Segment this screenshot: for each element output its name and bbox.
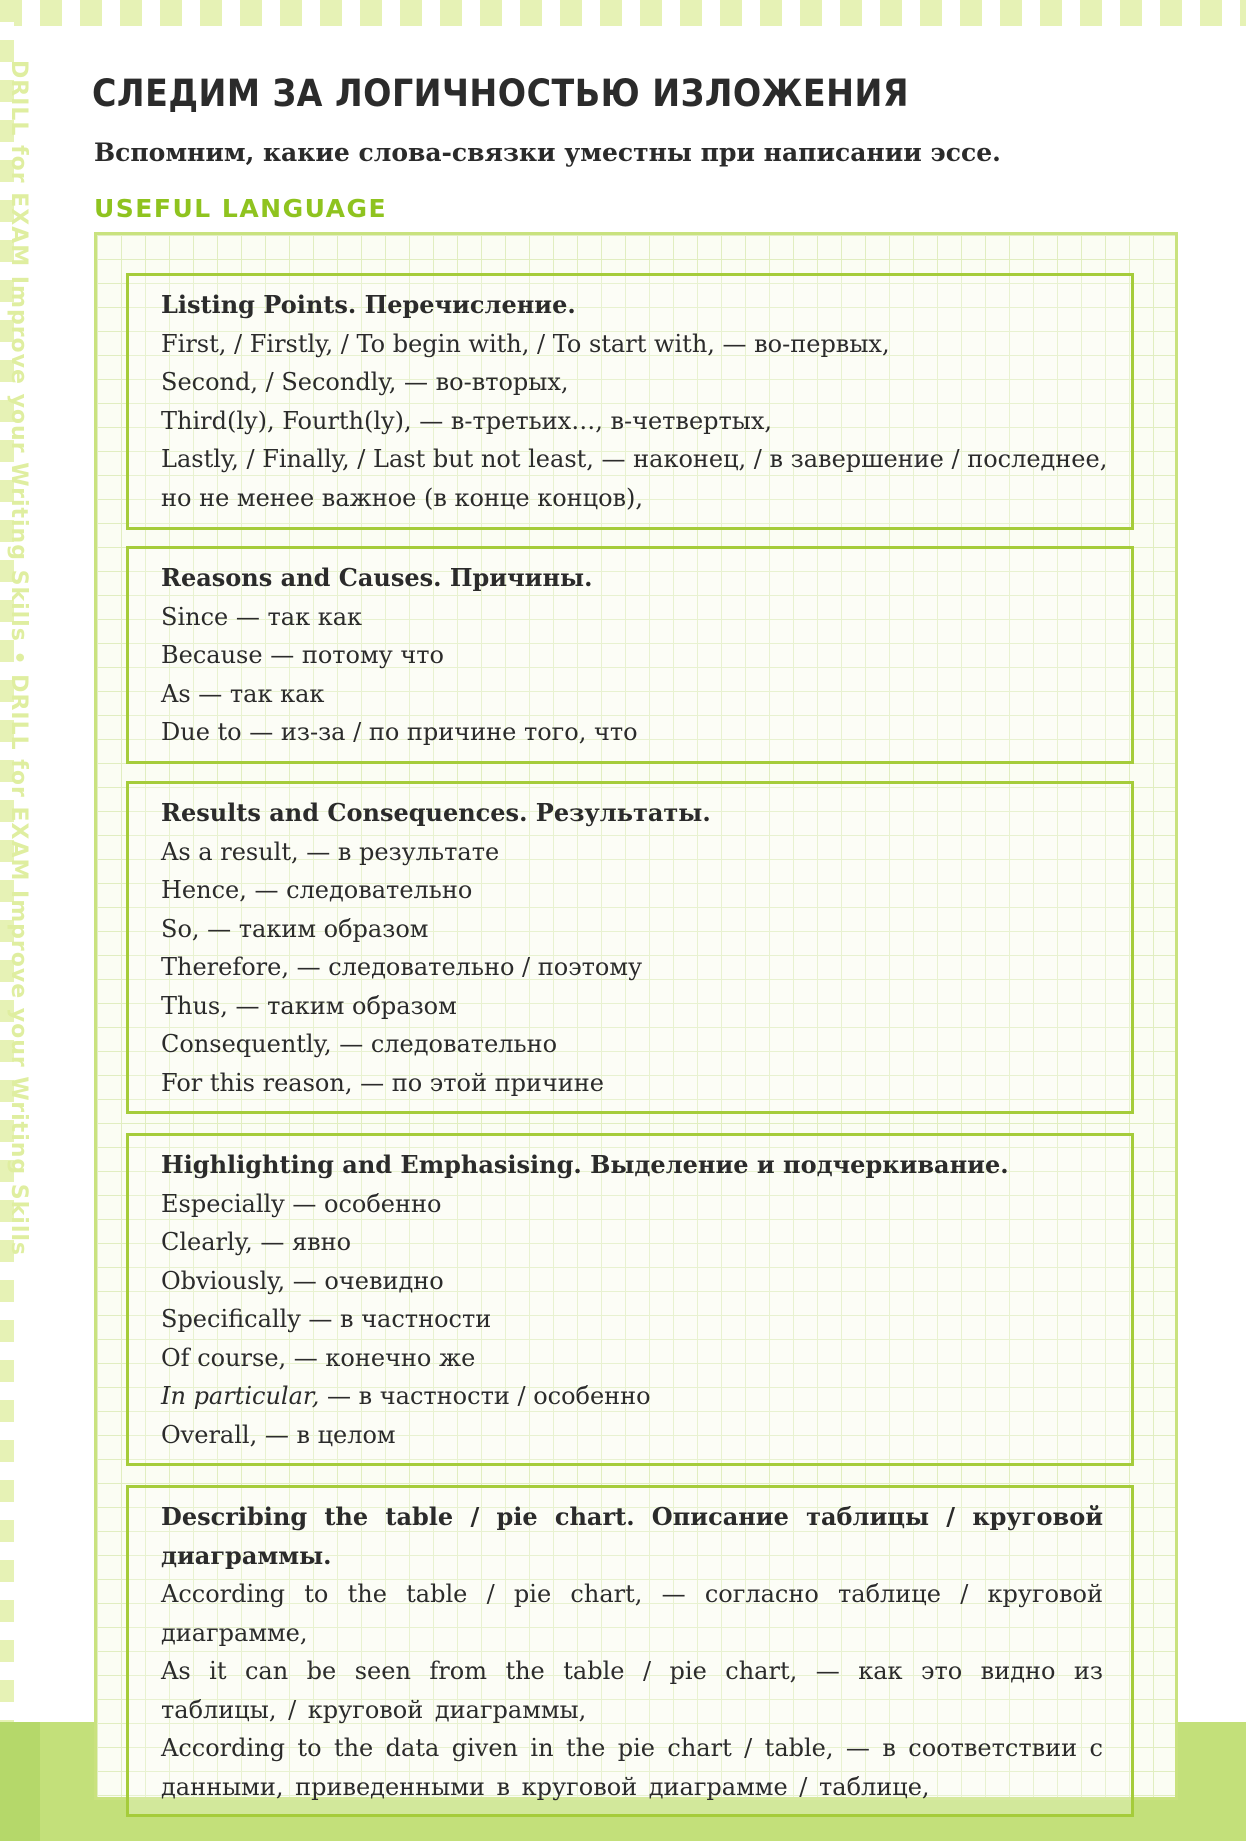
- reasons-causes-box: [126, 546, 1134, 764]
- phrase-line: Since — так как: [161, 602, 362, 631]
- page-subtitle: Вспомним, какие слова-связки уместны при написании эссе.: [94, 138, 1001, 167]
- phrase-line: Lastly, / Finally, / Last but not least, — наконец, / в завершение / последнее,: [161, 445, 1108, 473]
- highlighting-emphasising-box: [126, 1133, 1134, 1466]
- italic-phrase: In particular,: [161, 1382, 320, 1410]
- bottom-left-band: [0, 1722, 40, 1841]
- top-decorative-stripe: [0, 0, 1246, 26]
- phrase-line: According to the table / pie chart, — согласно таблице / круговой диаграмме,: [161, 1580, 1103, 1647]
- box-heading: Highlighting and Emphasising. Выделение и подчеркивание.: [161, 1150, 1009, 1179]
- phrase-line: Thus, — таким образом: [161, 991, 457, 1020]
- phrase-line: Third(ly), Fourth(ly), — в-третьих…, в-четвертых,: [161, 406, 773, 435]
- phrase-line: Therefore, — следовательно / поэтому: [161, 953, 643, 981]
- phrase-line: Consequently, — следовательно: [161, 1030, 558, 1058]
- listing-points-box: [126, 273, 1134, 530]
- box-heading: Describing the table / pie chart. Описание таблицы / круговой диаграммы.: [161, 1502, 1103, 1570]
- section-label: USEFUL LANGUAGE: [94, 194, 388, 223]
- phrase-line: First, / Firstly, / To begin with, / To start with, — во-первых,: [161, 329, 890, 358]
- phrase-line: Because — потому что: [161, 641, 445, 669]
- side-running-text: DRILL for EXAM Improve your Writing Skills • DRILL for EXAM Improve your Writing Skills: [6, 60, 31, 1256]
- phrase-line: As — так как: [161, 679, 325, 708]
- box-heading: Results and Consequences. Результаты.: [161, 798, 711, 827]
- phrase-line: As a result, — в результате: [161, 837, 500, 866]
- results-consequences-box: [126, 781, 1134, 1114]
- phrase-line: Second, / Secondly, — во-вторых,: [161, 368, 569, 396]
- box-heading: Listing Points. Перечисление.: [161, 290, 576, 319]
- page-title: СЛЕДИМ ЗА ЛОГИЧНОСТЬЮ ИЗЛОЖЕНИЯ: [92, 72, 910, 115]
- describing-chart-box: [126, 1485, 1134, 1817]
- phrase-line: So, — таким образом: [161, 914, 429, 943]
- phrase-line: Due to — из-за / по причине того, что: [161, 718, 638, 746]
- phrase-line: Obviously, — очевидно: [161, 1266, 444, 1295]
- phrase-line: но не менее важное (в конце концов),: [161, 483, 644, 512]
- phrase-line: Especially — особенно: [161, 1189, 442, 1218]
- phrase-line: In particular, — в частности / особенно: [161, 1382, 651, 1410]
- phrase-line: For this reason, — по этой причине: [161, 1068, 604, 1097]
- phrase-line: Specifically — в частности: [161, 1305, 492, 1333]
- phrase-line: Hence, — следовательно: [161, 876, 473, 904]
- phrase-line: As it can be seen from the table / pie chart, — как это видно из таблицы, / круговой диаграммы,: [161, 1657, 1103, 1724]
- box-heading: Reasons and Causes. Причины.: [161, 563, 593, 592]
- phrase-line: Overall, — в целом: [161, 1420, 396, 1449]
- phrase-line: Clearly, — явно: [161, 1228, 352, 1256]
- phrase-line: According to the data given in the pie chart / table, — в соответствии с данными, приведенными в круговой диаграмме / таблице,: [161, 1734, 1103, 1801]
- phrase-line: Of course, — конечно же: [161, 1343, 476, 1372]
